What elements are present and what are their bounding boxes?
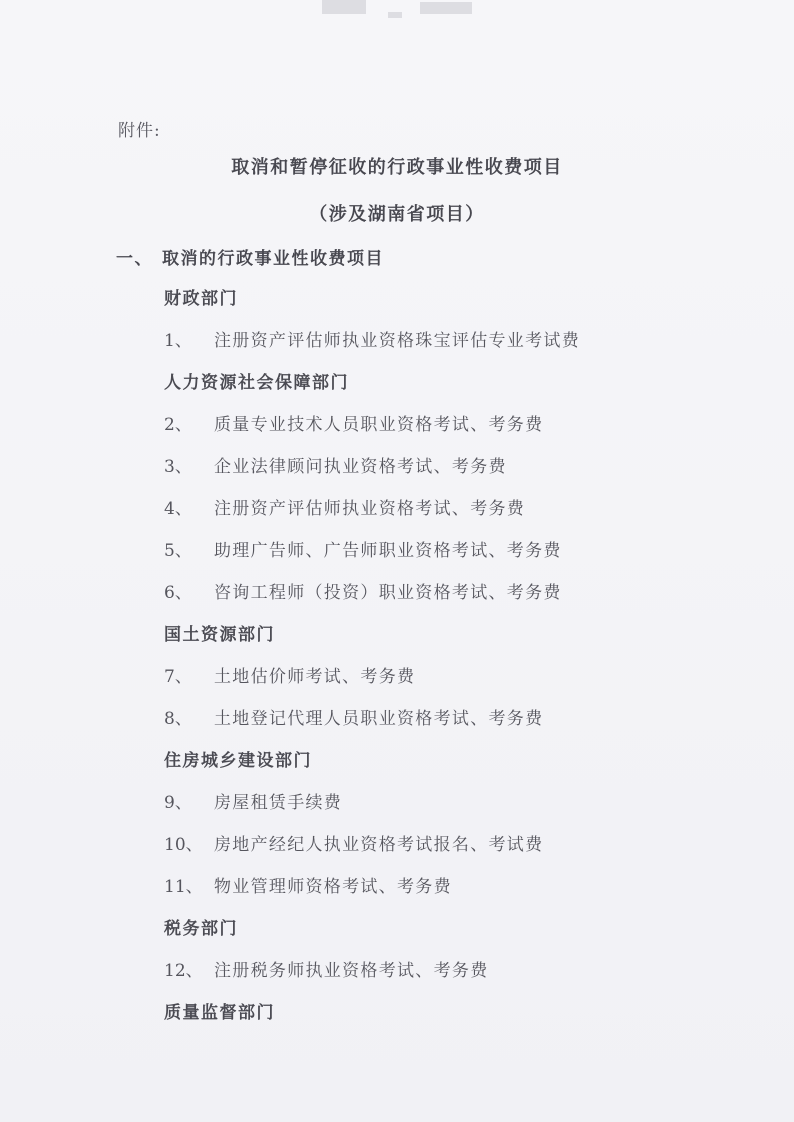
document-subtitle: （涉及湖南省项目） <box>309 204 485 225</box>
item-text: 土地登记代理人员职业资格考试、考务费 <box>214 709 544 729</box>
list-item <box>164 410 543 435</box>
item-text: 土地估价师考试、考务费 <box>214 667 416 687</box>
list-item <box>164 536 562 561</box>
item-index: 8、 <box>164 709 192 729</box>
item-text: 物业管理师资格考试、考务费 <box>214 877 452 897</box>
item-index: 12、 <box>164 961 203 981</box>
item-index: 7、 <box>164 667 192 687</box>
department-heading: 财政部门 <box>164 289 238 309</box>
item-text: 注册资产评估师执业资格珠宝评估专业考试费 <box>214 331 580 351</box>
item-text: 注册税务师执业资格考试、考务费 <box>214 961 489 981</box>
item-text: 咨询工程师（投资）职业资格考试、考务费 <box>214 583 562 603</box>
section-heading <box>116 244 384 269</box>
list-item <box>164 872 452 897</box>
section-title: 取消的行政事业性收费项目 <box>162 249 384 269</box>
item-text: 助理广告师、广告师职业资格考试、考务费 <box>214 541 562 561</box>
item-index: 5、 <box>164 541 192 561</box>
list-item <box>164 494 525 519</box>
attachment-label: 附件: <box>118 121 161 141</box>
item-index: 10、 <box>164 835 203 855</box>
list-item <box>164 662 415 687</box>
list-item <box>164 452 507 477</box>
document-title: 取消和暂停征收的行政事业性收费项目 <box>231 157 563 178</box>
list-item <box>164 956 489 981</box>
item-text: 注册资产评估师执业资格考试、考务费 <box>214 499 526 519</box>
item-index: 2、 <box>164 415 192 435</box>
item-index: 1、 <box>164 331 192 351</box>
department-heading: 住房城乡建设部门 <box>164 751 312 771</box>
scan-artifact <box>388 12 402 18</box>
item-text: 质量专业技术人员职业资格考试、考务费 <box>214 415 544 435</box>
item-index: 3、 <box>164 457 192 477</box>
item-text: 房地产经纪人执业资格考试报名、考试费 <box>214 835 544 855</box>
department-heading: 质量监督部门 <box>164 1003 275 1023</box>
item-index: 9、 <box>164 793 192 813</box>
scan-artifact <box>322 0 366 14</box>
department-heading: 人力资源社会保障部门 <box>164 373 349 393</box>
item-index: 6、 <box>164 583 192 603</box>
item-text: 企业法律顾问执业资格考试、考务费 <box>214 457 507 477</box>
list-item <box>164 788 342 813</box>
item-index: 4、 <box>164 499 192 519</box>
item-index: 11、 <box>164 877 203 897</box>
section-number: 一、 <box>116 249 153 269</box>
item-text: 房屋租赁手续费 <box>214 793 343 813</box>
list-item <box>164 704 543 729</box>
list-item <box>164 326 580 351</box>
list-item <box>164 578 562 603</box>
scan-artifact <box>420 2 472 14</box>
list-item <box>164 830 543 855</box>
department-heading: 税务部门 <box>164 919 238 939</box>
department-heading: 国土资源部门 <box>164 625 275 645</box>
